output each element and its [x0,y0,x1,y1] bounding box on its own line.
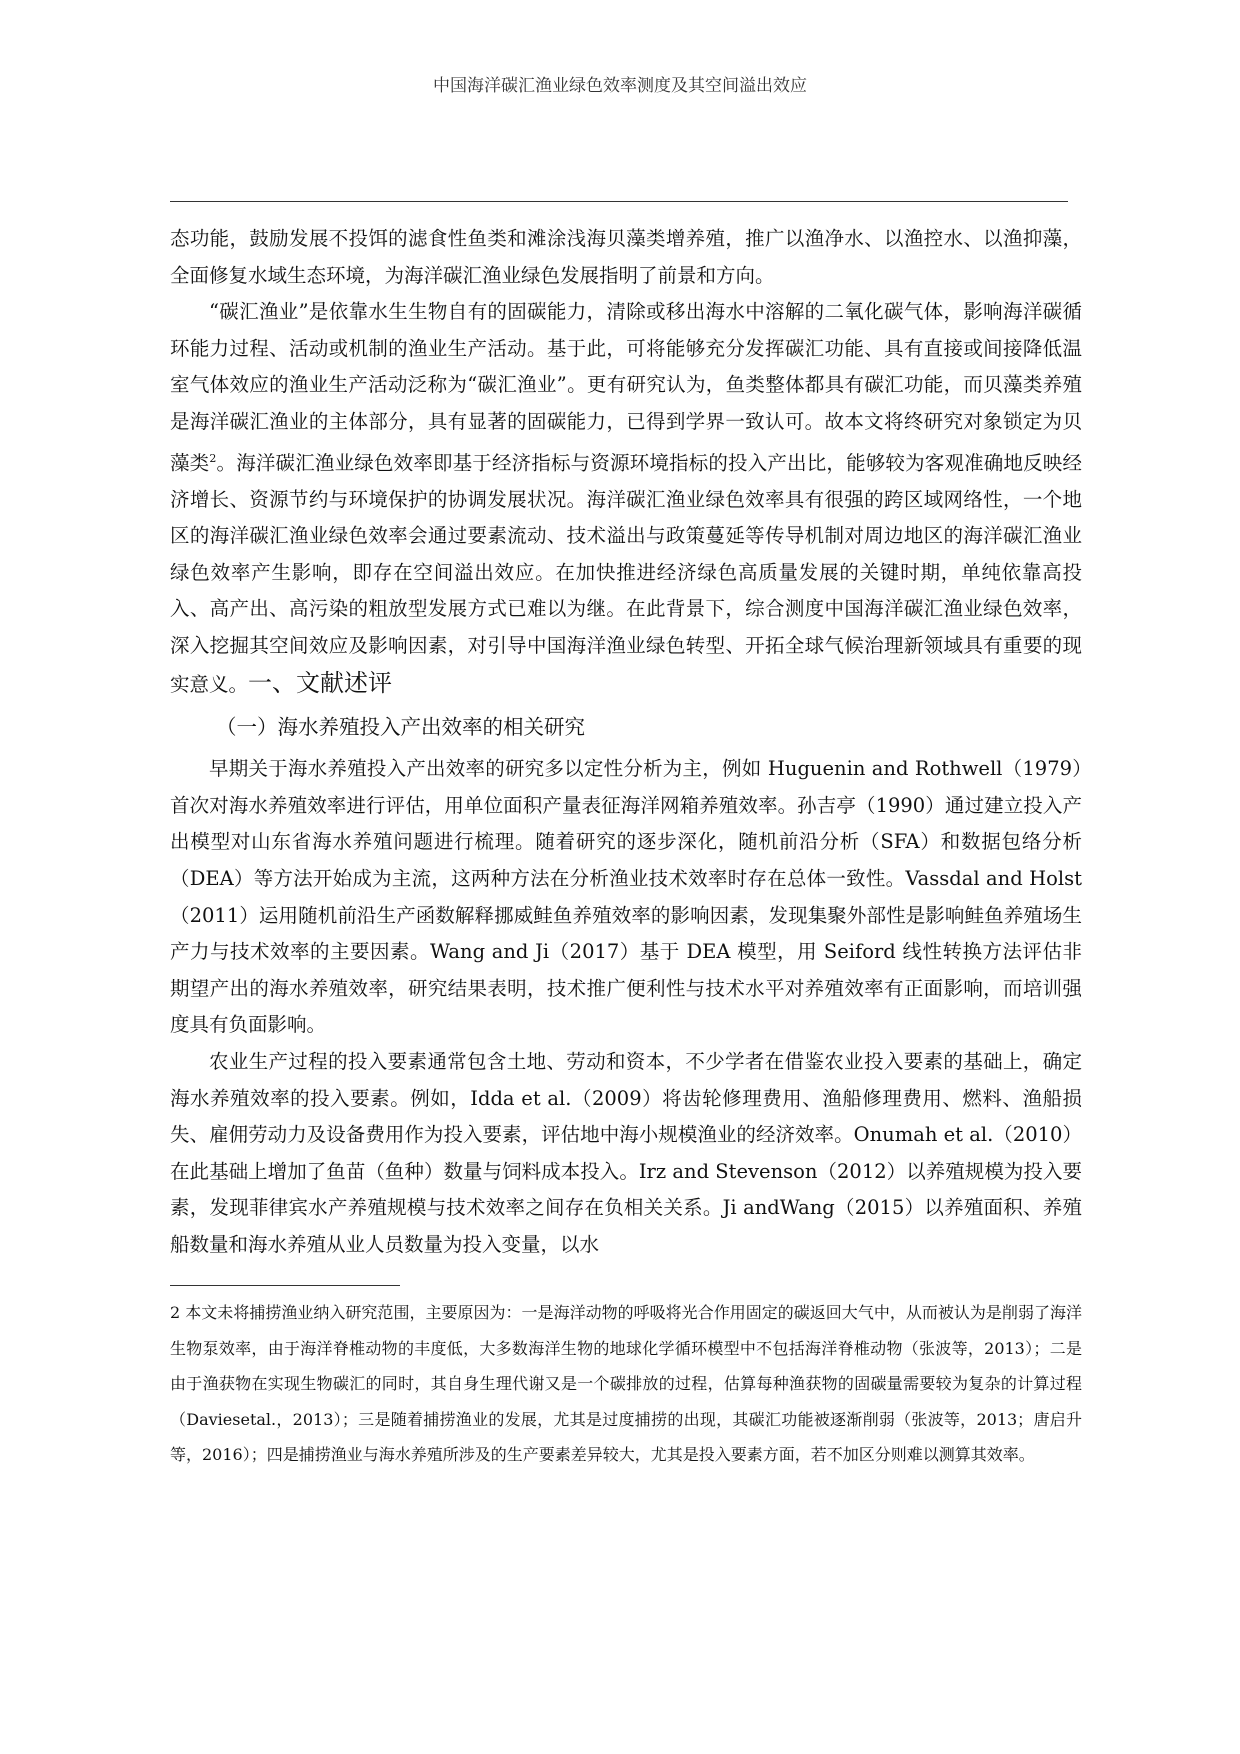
paragraph-1: 态功能，鼓励发展不投饵的滤食性鱼类和滩涂浅海贝藻类增养殖，推广以渔净水、以渔控水、以渔抑藻，全面修复水域生态环境，为海洋碳汇渔业绿色发展指明了前景和方向。 [170,227,1082,287]
footnote-ref[interactable]: 2 [209,451,217,465]
paragraph-3: 早期关于海水养殖投入产出效率的研究多以定性分析为主，例如 Huguenin and Rothwell（1979）首次对海水养殖效率进行评估，用单位面积产量表征海洋网箱养殖效率。孙吉亭（1990）通过建立投入产出模型对山东省海水养殖问题进行梳理。随着研究的逐步深化，随机前沿分析（SFA）和数据包络分析（DEA）等方法开始成为主流，这两种方法在分析渔业技术效率时存在总体一致性。Vassdal and Holst（2011）运用随机前沿生产函数解释挪威鲑鱼养殖效率的影响因素，发现集聚外部性是影响鲑鱼养殖场生产力与技术效率的主要因素。Wang and Ji（2017）基于 DEA 模型，用 Seiford 线性转换方法评估非期望产出的海水养殖效率，研究结果表明，技术推广便利性与技术水平对养殖效率有正面影响，而培训强度具有负面影响。 [170,757,1082,1037]
footnote: 2 本文未将捕捞渔业纳入研究范围，主要原因为：一是海洋动物的呼吸将光合作用固定的碳返回大气中，从而被认为是削弱了海洋生物泵效率，由于海洋脊椎动物的丰度低，大多数海洋生物的地球化学循环模型中不包括海洋脊椎动物（张波等，2013）；二是由于渔获物在实现生物碳汇的同时，其自身生理代谢又是一个碳排放的过程，估算每种渔获物的固碳量需要较为复杂的计算过程（Daviesetal.，2013）；三是随着捕捞渔业的发展，尤其是过度捕捞的出现，其碳汇功能被逐渐削弱（张波等，2013；唐启升等，2016）；四是捕捞渔业与海水养殖所涉及的生产要素差异较大，尤其是投入要素方面，若不加区分则难以测算其效率。 [170,1303,1082,1464]
subsection-heading-1: （一）海水养殖投入产出效率的相关研究 [216,715,585,740]
footnote-rule [170,1285,400,1286]
main-body [170,221,1082,1264]
paragraph-2 [170,294,1082,703]
paragraph-4: 农业生产过程的投入要素通常包含土地、劳动和资本，不少学者在借鉴农业投入要素的基础上，确定海水养殖效率的投入要素。例如，Idda et al.（2009）将齿轮修理费用、渔船修理费用、燃料、渔船损失、雇佣劳动力及设备费用作为投入要素，评估地中海小规模渔业的经济效率。Onumah et al.（2010）在此基础上增加了鱼苗（鱼种）数量与饲料成本投入。Irz and Stevenson（2012）以养殖规模为投入要素，发现菲律宾水产养殖规模与技术效率之间存在负相关关系。Ji andWang（2015）以养殖面积、养殖船数量和海水养殖从业人员数量为投入变量，以水 [170,1049,1082,1256]
paragraph-2-text-b: 。海洋碳汇渔业绿色效率即基于经济指标与资源环境指标的投入产出比，能够较为客观准确地反映经济增长、资源节约与环境保护的协调发展状况。海洋碳汇渔业绿色效率具有很强的跨区域网络性，一个地区的海洋碳汇渔业绿色效率会通过要素流动、技术溢出与政策蔓延等传导机制对周边地区的海洋碳汇渔业绿色效率产生影响，即存在空间溢出效应。在加快推进经济绿色高质量发展的关键时期，单纯依靠高投入、高产出、高污染的粗放型发展方式已难以为继。在此背景下，综合测度中国海洋碳汇渔业绿色效率，深入挖掘其空间效应及影响因素，对引导中国海洋渔业绿色转型、开拓全球气候治理新领域具有重要的现实意义。 [170,451,1082,696]
paragraph-2-text-a: “碳汇渔业”是依靠水生生物自有的固碳能力，清除或移出海水中溶解的二氧化碳气体，影响海洋碳循环能力过程、活动或机制的渔业生产活动。基于此，可将能够充分发挥碳汇功能、具有直接或间接降低温室气体效应的渔业生产活动泛称为“碳汇渔业”。更有研究认为，鱼类整体都具有碳汇功能，而贝藻类养殖是海洋碳汇渔业的主体部分，具有显著的固碳能力，已得到学界一致认可。故本文将终研究对象锁定为贝藻类 [170,300,1082,475]
section-heading-1: 一、文献述评 [248,668,393,697]
running-header: 中国海洋碳汇渔业绿色效率测度及其空间溢出效应 [433,76,807,96]
header-rule [170,201,1068,202]
